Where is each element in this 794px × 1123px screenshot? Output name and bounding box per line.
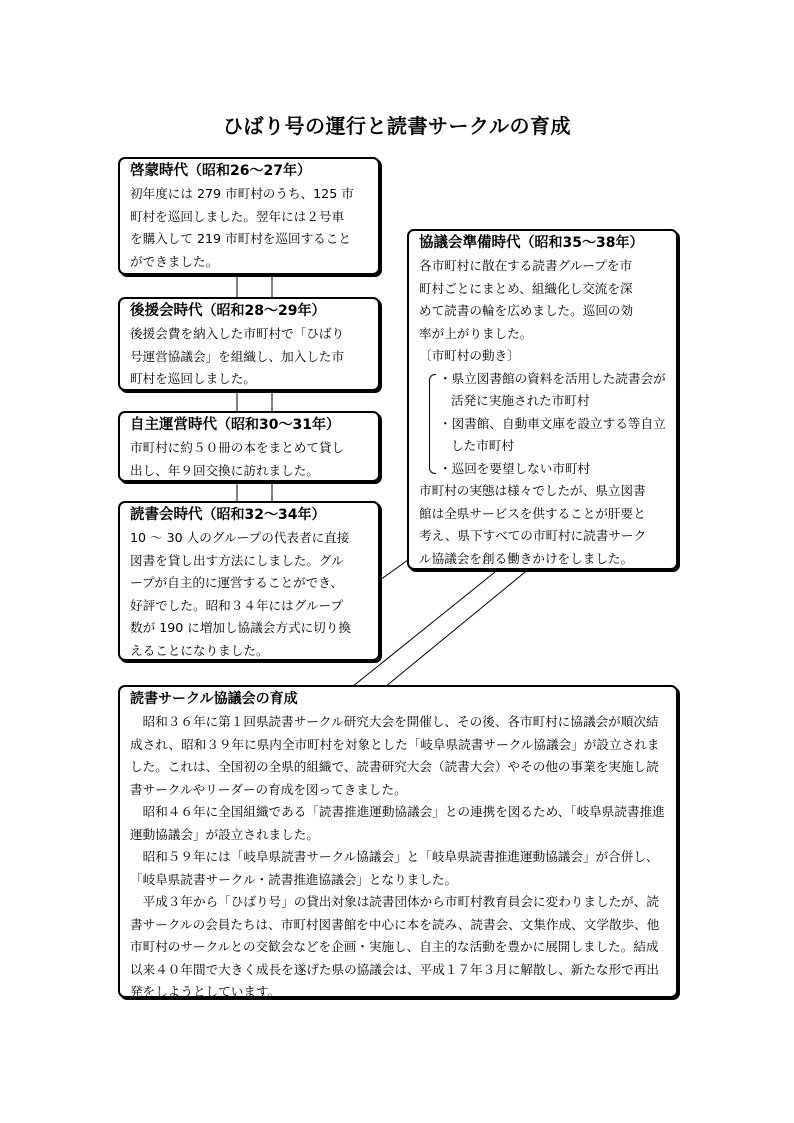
- prep-line: 率が上がりました。: [419, 325, 533, 341]
- prep-closing-line: 市町村の実態は様々でしたが、県立図書: [419, 483, 646, 498]
- prep-closing-line: 考え、県下すべての市町村に読書サーク: [419, 528, 647, 543]
- prep-era: 協議会準備時代: [419, 235, 521, 251]
- circle-paragraph: 平成３年から「ひばり号」の貸出対象は読書団体から市町村教育員会に変わりましたが、読書サークルの会員たちは、市町村図書館を中心に本を読み、読書会、文集作成、文学散歩、他市町村のサークルとの交歓会などを企画・実施し、自主的な活動を豊かに展開しました。結成以来４０年間で大きく成長を遂げた県の協議会は、平成１７年３月に解散し、新たな形で再出発をしようとしています。: [130, 894, 660, 999]
- list-item: ・図書館、自動車文庫を設立する等自立した市町村: [439, 415, 666, 453]
- prep-line: 各市町村に散在する読書グループを市: [419, 258, 633, 273]
- period-line: 数が 190 に増加し協議会方式に切り換: [130, 620, 351, 635]
- municipal-movements-list: [429, 368, 670, 481]
- circle-paragraph: 昭和３６年に第１回県読書サークル研究大会を開催し、その後、各市町村に協議会が順次結成され、昭和３９年に県内全市町村を対象とした「岐阜県読書サークル協議会」が設立されました。これは、全国初の全県的組織で、読書研究大会（読書大会）やその他の事業を実施し読書サークルやリーダーの育成を図ってきました。: [130, 714, 660, 797]
- period-box-reading-group: [118, 501, 380, 661]
- period-line: 図書を貸し出す方法にしました。グル: [130, 552, 344, 568]
- period-heading: [130, 506, 372, 525]
- connector-prep-circle-right: [385, 568, 530, 687]
- page-title: ひばり号の運行と読書サークルの育成: [223, 114, 571, 138]
- period-heading: [130, 162, 372, 181]
- period-line: 後援会費を納入した市町村で「ひばり: [130, 326, 345, 341]
- period-line: えることになりました。: [130, 642, 269, 658]
- list-item: ・県立図書館の資料を活用した読書会が活発に実施された市町村: [439, 370, 666, 408]
- period-years: （昭和30～31年）: [217, 417, 340, 433]
- circle-heading: 読書サークル協議会の育成: [130, 691, 298, 707]
- period-box-support-association: [118, 297, 380, 391]
- period-line: 町村を巡回しました。翌年には２号車: [130, 208, 345, 224]
- period-era: 後援会時代: [130, 303, 203, 319]
- period-box-enlightenment: [118, 157, 380, 275]
- period-line: 初年度には 279 市町村のうち、125 市: [130, 186, 354, 201]
- period-box-council-preparation: [407, 229, 678, 570]
- circle-paragraph: 昭和４６年に全国組織である「読書推進運動協議会」との連携を図るため、「岐阜県読書推進運動協議会」が設立されました。: [130, 804, 665, 842]
- prep-line: めて読書の輪を広めました。巡回の効: [419, 303, 634, 318]
- period-era: 自主運営時代: [130, 417, 217, 433]
- prep-line: 町村ごとにまとめ、組織化し交流を深: [419, 280, 633, 296]
- prep-heading: [419, 234, 670, 253]
- period-years: （昭和26～27年）: [188, 163, 311, 179]
- prep-closing-line: 館は全県サービスを供することが肝要と: [419, 505, 646, 521]
- prep-sub-heading: 〔市町村の動き〕: [419, 348, 520, 363]
- period-heading: [130, 416, 372, 435]
- connector-4-prep: [380, 560, 408, 580]
- list-item: ・巡回を要望しない市町村: [439, 460, 591, 476]
- period-years: （昭和32～34年）: [202, 507, 326, 523]
- period-line: 出し、年９回交換に訪れました。: [130, 462, 319, 478]
- period-line: を購入して 219 市町村を巡回すること: [130, 231, 351, 246]
- period-line: 町村を巡回しました。: [130, 371, 256, 386]
- period-box-self-management: [118, 411, 380, 482]
- period-line: 市町村に約５０冊の本をまとめて貸し: [130, 440, 345, 455]
- circle-paragraph: 昭和５９年には「岐阜県読書サークル協議会」と「岐阜県読書推進運動協議会」が合併し、「岐阜県読書サークル・読書推進協議会」となりました。: [130, 849, 659, 887]
- period-line: ープが自主的に運営することができ、: [130, 575, 343, 590]
- period-line: 号運営協議会」を組織し、加入した市: [130, 348, 345, 364]
- prep-closing-line: ル協議会を創る働きかけをしました。: [419, 550, 634, 566]
- period-era: 啓蒙時代: [130, 163, 188, 179]
- reading-circle-council-box: [118, 685, 678, 998]
- period-era: 読書会時代: [130, 507, 203, 523]
- period-line: 10 ～ 30 人のグループの代表者に直接: [130, 530, 350, 545]
- prep-years: （昭和35～38年）: [520, 235, 644, 251]
- period-line: ができました。: [130, 253, 219, 269]
- period-line: 好評でした。昭和３４年にはグループ: [130, 597, 344, 613]
- period-heading: [130, 302, 372, 321]
- period-years: （昭和28～29年）: [202, 303, 326, 319]
